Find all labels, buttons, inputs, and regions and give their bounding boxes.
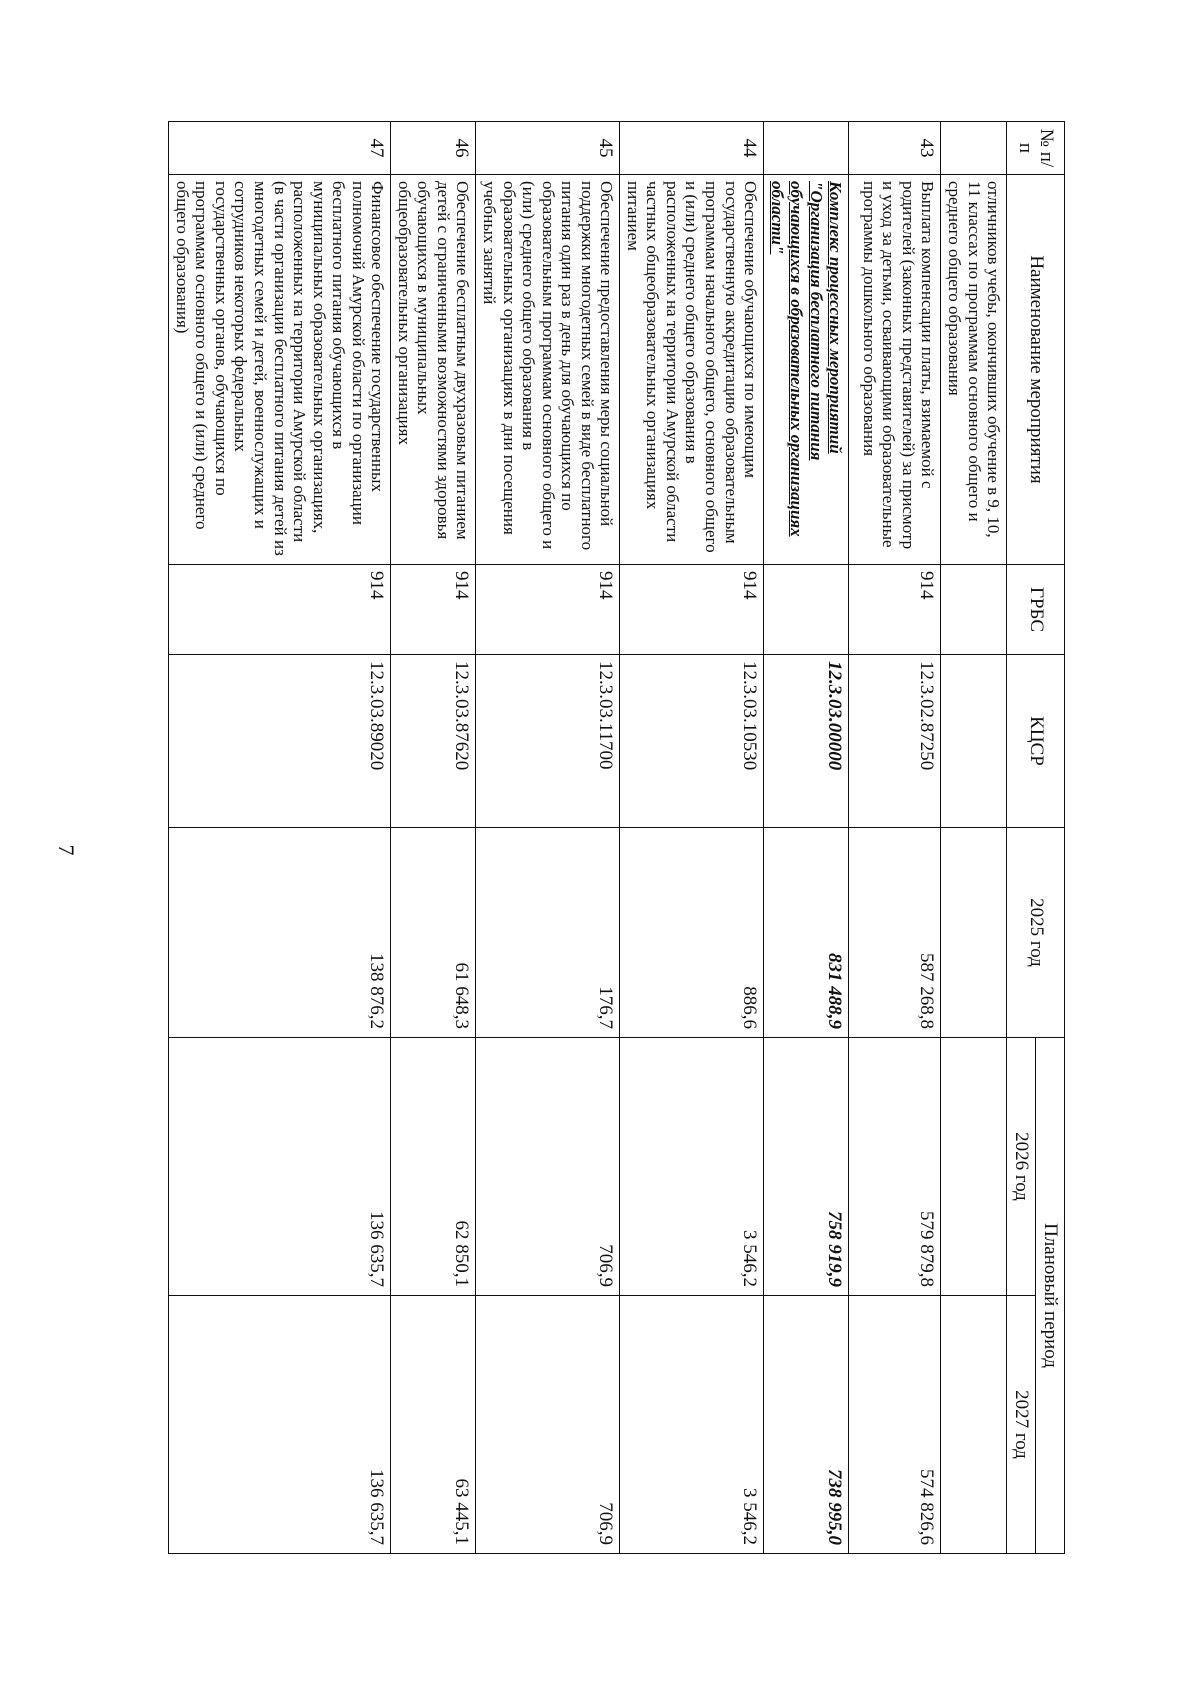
rotated-table-wrapper <box>172 121 1065 1553</box>
cell-no <box>764 122 849 175</box>
cell-grbs: 914 <box>476 565 620 655</box>
cell-2025: 61 648,3 <box>391 828 476 1038</box>
table-row <box>849 122 941 1554</box>
cell-2025: 886,6 <box>620 828 764 1038</box>
cell-no <box>941 122 1007 175</box>
cell-grbs: 914 <box>620 565 764 655</box>
cell-name: Обеспечение предоставления меры социальной поддержки многодетных семей в виде бесплатного питания один раз в день для обучающихся по образовательным программам основного общего и (или) среднего общего образования в образовательных организациях в дни посещения учебных занятий <box>476 175 620 565</box>
cell-kcsr: 12.3.03.89020 <box>169 655 391 828</box>
cell-kcsr: 12.3.03.11700 <box>476 655 620 828</box>
cell-name: Комплекс процессных мероприятий "Организация бесплатного питания обучающихся в образовательных организациях области" <box>764 175 849 565</box>
budget-table <box>168 121 1065 1554</box>
cell-grbs <box>764 565 849 655</box>
cell-grbs: 914 <box>169 565 391 655</box>
cell-2026: 579 879,8 <box>849 1038 941 1296</box>
cell-name: отличников учебы, окончивших обучение в 9, 10, 11 классах по программам основного общего и среднего общего образования <box>941 175 1007 565</box>
header-2026: 2026 год <box>1007 1038 1036 1296</box>
header-name: Наименование мероприятия <box>1007 175 1065 565</box>
header-kcsr: КЦСР <box>1007 655 1065 828</box>
header-grbs: ГРБС <box>1007 565 1065 655</box>
cell-2027: 136 635,7 <box>169 1296 391 1554</box>
cell-grbs <box>941 565 1007 655</box>
cell-no: 46 <box>391 122 476 175</box>
cell-2026: 758 919,9 <box>764 1038 849 1296</box>
cell-2026: 136 635,7 <box>169 1038 391 1296</box>
header-plan-period: Плановый период <box>1036 1038 1065 1554</box>
table-row <box>169 122 391 1554</box>
cell-2026: 62 850,1 <box>391 1038 476 1296</box>
cell-grbs: 914 <box>391 565 476 655</box>
cell-2027: 3 546,2 <box>620 1296 764 1554</box>
cell-2027 <box>941 1296 1007 1554</box>
cell-name: Обеспечение обучающихся по имеющим государственную аккредитацию образовательным программам начального общего, основного общего и (или) среднего общего образования в расположенных на территории Амурской области частных общеобразовательных организациях питанием <box>620 175 764 565</box>
table-row <box>476 122 620 1554</box>
cell-2027: 738 995,0 <box>764 1296 849 1554</box>
cell-name: Обеспечение бесплатным двухразовым питанием детей с ограниченными возможностями здоровья обучающихся в муниципальных общеобразовательных организациях <box>391 175 476 565</box>
header-no: № п/п <box>1007 122 1065 175</box>
cell-kcsr: 12.3.03.87620 <box>391 655 476 828</box>
table-row <box>391 122 476 1554</box>
cell-2026: 706,9 <box>476 1038 620 1296</box>
cell-2027: 706,9 <box>476 1296 620 1554</box>
cell-grbs: 914 <box>849 565 941 655</box>
table-row-group <box>764 122 849 1554</box>
cell-no: 47 <box>169 122 391 175</box>
cell-kcsr: 12.3.03.10530 <box>620 655 764 828</box>
table-row <box>620 122 764 1554</box>
cell-2025: 587 268,8 <box>849 828 941 1038</box>
cell-kcsr <box>941 655 1007 828</box>
table-row <box>941 122 1007 1554</box>
cell-kcsr: 12.3.03.00000 <box>764 655 849 828</box>
cell-2027: 63 445,1 <box>391 1296 476 1554</box>
cell-2025: 138 876,2 <box>169 828 391 1038</box>
page-number: 7 <box>54 844 79 856</box>
cell-2026 <box>941 1038 1007 1296</box>
cell-2025 <box>941 828 1007 1038</box>
cell-kcsr: 12.3.02.87250 <box>849 655 941 828</box>
cell-no: 43 <box>849 122 941 175</box>
cell-2025: 831 488,9 <box>764 828 849 1038</box>
cell-2027: 574 826,6 <box>849 1296 941 1554</box>
table-header-row <box>1036 122 1065 1554</box>
cell-2026: 3 546,2 <box>620 1038 764 1296</box>
cell-no: 45 <box>476 122 620 175</box>
cell-2025: 176,7 <box>476 828 620 1038</box>
cell-name: Финансовое обеспечение государственных полномочий Амурской области по организации бесплатного питания обучающихся в муниципальных образовательных организациях, расположенных на территории Амурской области (в части организации бесплатного питания детей из многодетных семей и детей, военнослужащих и сотрудников некоторых федеральных государственных органов, обучающихся по программам основного общего и (или) среднего общего образования) <box>169 175 391 565</box>
cell-no: 44 <box>620 122 764 175</box>
cell-name: Выплата компенсации платы, взимаемой с родителей (законных представителей) за присмотр и уход за детьми, осваивающими образовательные программы дошкольного образования <box>849 175 941 565</box>
header-2025: 2025 год <box>1007 828 1065 1038</box>
header-2027: 2027 год <box>1007 1296 1036 1554</box>
